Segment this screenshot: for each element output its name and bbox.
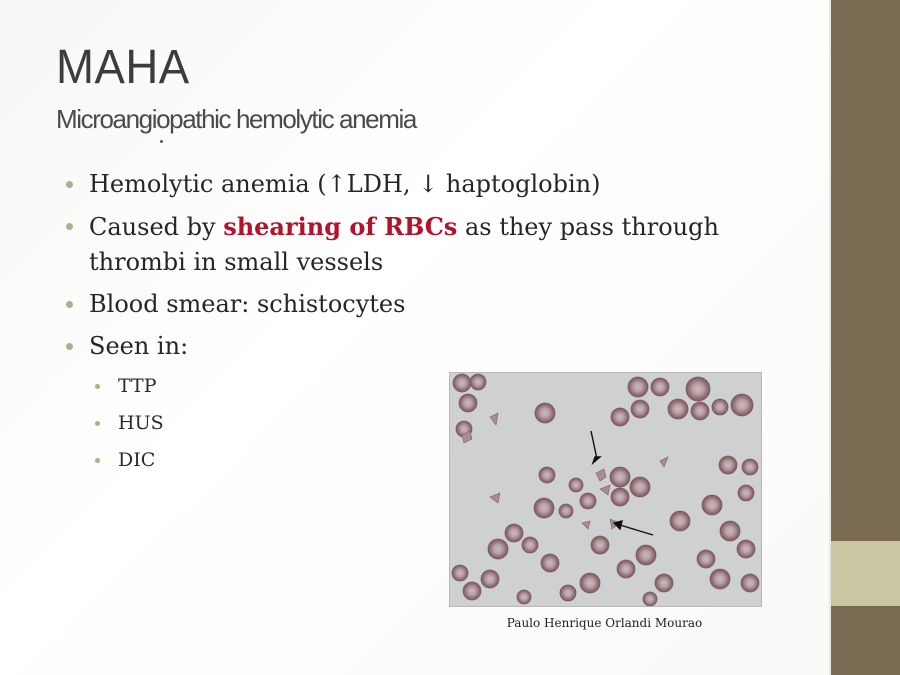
blood-smear-image: [449, 372, 762, 607]
bullet-item: [64, 167, 754, 202]
bullet-list: [64, 167, 754, 371]
bullet-text: Hemolytic anemia (↑LDH, ↓ haptoglobin): [89, 170, 601, 198]
sub-bullet-item: [94, 405, 164, 442]
sub-bullet-text: DIC: [118, 449, 156, 471]
sub-bullet-dot-icon: [95, 458, 100, 463]
slide-title: MAHA: [56, 41, 190, 94]
sub-bullet-list: [94, 368, 164, 479]
sidebar-decoration: [829, 0, 900, 675]
bullet-item: [64, 209, 754, 280]
sidebar-accent-block: [831, 541, 900, 606]
highlight-text: shearing of RBCs: [223, 212, 458, 241]
bullet-item: [64, 287, 754, 322]
sub-bullet-text: TTP: [118, 375, 157, 397]
bullet-text: Caused by: [89, 213, 224, 241]
bullet-dot-icon: [66, 223, 73, 230]
bullet-dot-icon: [66, 301, 73, 308]
bullet-item: [64, 329, 754, 364]
sub-bullet-dot-icon: [95, 384, 100, 389]
image-caption: Paulo Henrique Orlandi Mourao: [506, 616, 703, 630]
sub-bullet-item: [94, 368, 164, 405]
bullet-text: as they pass through thrombi in small vessels: [89, 213, 719, 276]
sub-bullet-text: HUS: [118, 412, 164, 434]
sub-bullet-dot-icon: [95, 421, 100, 426]
bullet-text: Blood smear: schistocytes: [89, 290, 406, 318]
sub-bullet-item: [94, 442, 164, 479]
stray-mark: [160, 140, 163, 143]
bullet-dot-icon: [66, 343, 73, 350]
bullet-text: Seen in:: [89, 332, 189, 360]
bullet-dot-icon: [66, 181, 73, 188]
slide-subtitle: Microangiopathic hemolytic anemia: [56, 104, 416, 134]
